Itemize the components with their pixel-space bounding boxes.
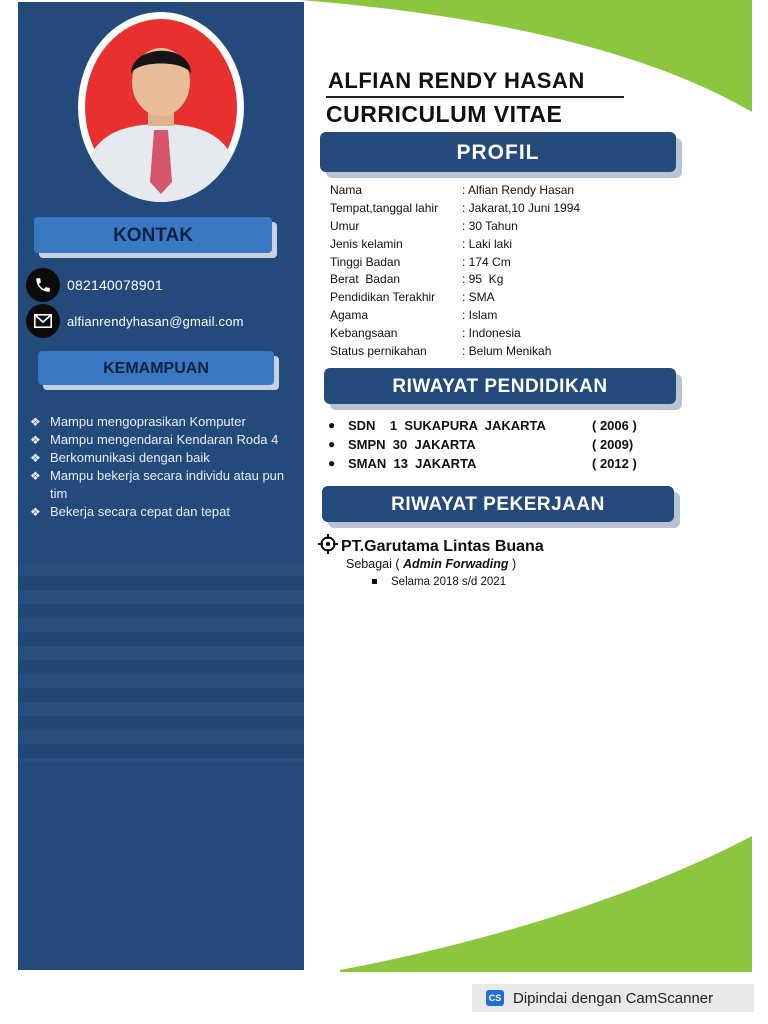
diamond-bullet-icon: ❖ [30, 469, 41, 483]
table-row: Agama : Islam [330, 308, 498, 323]
bullet-icon: ● [328, 456, 336, 470]
email-address: alfianrendyhasan@gmail.com [67, 313, 244, 329]
camscanner-logo-icon: CS [486, 990, 504, 1006]
table-row: Berat Badan : 95 Kg [330, 272, 504, 287]
skills-list [30, 413, 288, 521]
square-bullet-icon [372, 579, 377, 584]
table-row: Pendidikan Terakhir : SMA [330, 290, 495, 305]
diamond-bullet-icon: ❖ [30, 433, 41, 447]
camscanner-watermark: CS Dipindai dengan CamScanner [472, 984, 754, 1012]
sidebar-texture [18, 562, 304, 762]
job-period: Selama 2018 s/d 2021 [372, 576, 506, 588]
diamond-bullet-icon: ❖ [30, 451, 41, 465]
bullet-icon: ● [328, 437, 336, 451]
list-item: ● SMAN 13 JAKARTA ( 2012 ) [328, 456, 637, 471]
table-row: Tempat,tanggal lahir : Jakarat,10 Juni 1994 [330, 200, 581, 215]
list-item: ❖ Mampu mengoprasikan Komputer [30, 414, 246, 429]
table-row: Status pernikahan : Belum Menikah [330, 344, 552, 359]
mail-icon [26, 304, 60, 338]
company-entry [318, 534, 544, 559]
list-item: ❖ Mampu bekerja secara individu atau pun tim [30, 468, 285, 501]
pekerjaan-heading: RIWAYAT PEKERJAAN [322, 486, 674, 522]
kemampuan-heading: KEMAMPUAN [38, 351, 274, 385]
kontak-heading: KONTAK [34, 217, 272, 253]
phone-number: 082140078901 [67, 277, 163, 293]
table-row: Umur : 30 Tahun [330, 218, 518, 233]
name-divider [326, 96, 624, 98]
profile-table [330, 182, 580, 361]
table-row: Jenis kelamin : Laki laki [330, 236, 513, 251]
document-title: CURRICULUM VITAE [326, 101, 563, 127]
table-row: Nama : Alfian Rendy Hasan [330, 183, 575, 197]
profil-heading: PROFIL [320, 132, 676, 172]
phone-icon [26, 268, 60, 302]
pendidikan-heading: RIWAYAT PENDIDIKAN [324, 368, 676, 404]
diamond-bullet-icon: ❖ [30, 415, 41, 429]
list-item: ❖ Berkomunikasi dengan baik [30, 450, 210, 465]
profile-photo [78, 12, 244, 202]
list-item: ❖ Mampu mengendarai Kendaran Roda 4 [30, 432, 279, 447]
education-list [328, 416, 637, 473]
company-name: PT.Garutama Lintas Buana [341, 537, 544, 555]
bullet-icon: ● [328, 418, 336, 432]
table-row: Tinggi Badan : 174 Cm [330, 254, 511, 269]
job-role: Sebagai ( Admin Forwading ) [346, 557, 517, 571]
list-item: ● SDN 1 SUKAPURA JAKARTA ( 2006 ) [328, 418, 637, 433]
contact-email [26, 304, 244, 338]
contact-phone [26, 268, 163, 302]
list-item: ❖ Bekerja secara cepat dan tepat [30, 504, 230, 519]
list-item: ● SMPN 30 JAKARTA ( 2009) [328, 437, 634, 452]
diamond-bullet-icon: ❖ [30, 505, 41, 519]
table-row: Kebangsaan : Indonesia [330, 326, 521, 341]
target-icon [318, 534, 338, 559]
person-name: ALFIAN RENDY HASAN [328, 68, 585, 93]
green-swoosh-bottom [300, 820, 768, 980]
